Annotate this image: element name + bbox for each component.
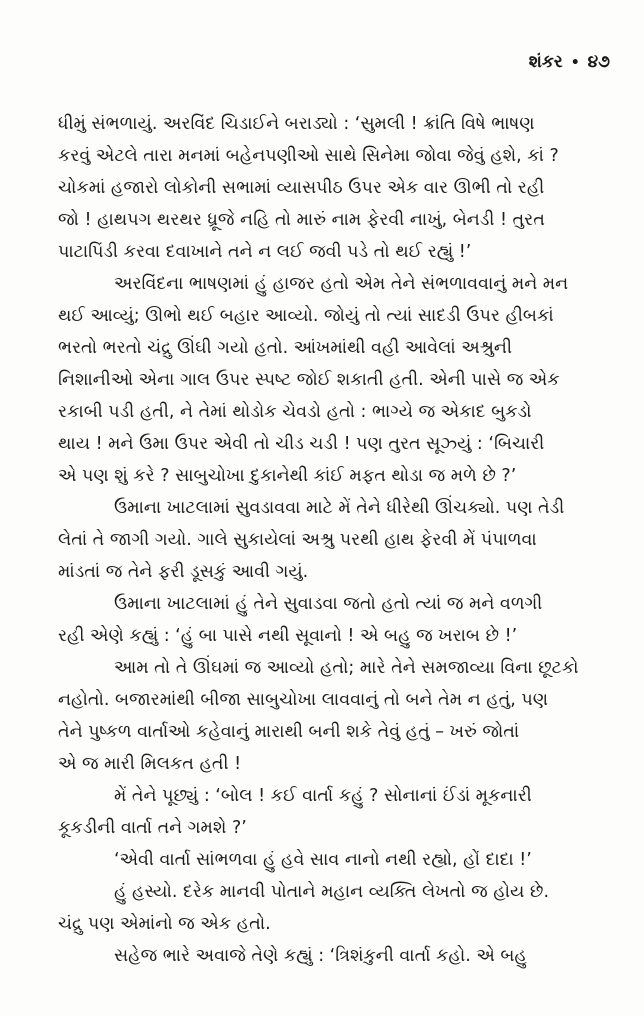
text-line: ‘એવી વાર્તા સાંભળવા હું હવે સાવ નાનો નથી રહ્યો, હોં દાદા !’ <box>114 850 532 870</box>
text-line: તેને પુષ્કળ વાર્તાઓ કહેવાનું મારાથી બની શકે તેવું હતું – ખરું જોતાં <box>58 722 520 742</box>
text-line: રકાબી પડી હતી, ને તેમાં થોડોક ચેવડો હતો : ભાગ્યે જ એકાદ બુકડો <box>58 402 532 422</box>
text-line: થઈ આવ્યું; ઊભો થઈ બહાર આવ્યો. જોયું તો ત્યાં સાદડી ઉપર હીબકાં <box>58 306 554 326</box>
text-line: એ જ મારી મિલકત હતી ! <box>58 754 242 774</box>
text-line: નિશાનીઓ એના ગાલ ઉપર સ્પષ્ટ જોઈ શકાતી હતી. એની પાસે જ એક <box>58 370 560 390</box>
text-line: ઉમાના ખાટલામાં હું તેને સુવાડવા જતો હતો ત્યાં જ મને વળગી <box>114 594 543 614</box>
text-line: એ પણ શું કરે ? સાબુચોખા દુકાનેથી કાંઈ મફત થોડા જ મળે છે ?’ <box>58 466 517 486</box>
page-number: ૪૭ <box>587 52 610 72</box>
text-line: ચોકમાં હજારો લોકોની સભામાં વ્યાસપીઠ ઉપર એક વાર ઊભી તો રહી <box>58 178 545 198</box>
text-line: પાટાપિંડી કરવા દવાખાને તને ન લઈ જવી પડે તો થઈ રહ્યું !’ <box>58 242 472 262</box>
text-line: હું હસ્યો. દરેક માનવી પોતાને મહાન વ્યક્તિ લેખતો જ હોય છે. <box>114 882 550 902</box>
text-line: રહી એણે કહ્યું : ‘હું બા પાસે નથી સૂવાનો ! એ બહુ જ ખરાબ છે !’ <box>58 626 518 646</box>
text-line: થાય ! મને ઉમા ઉપર એવી તો ચીડ ચડી ! પણ તુરત સૂઝ્યું : ‘બિચારી <box>58 434 545 454</box>
text-line: અરવિંદના ભાષણમાં હું હાજર હતો એમ તેને સંભળાવવાનું મને મન <box>114 274 569 294</box>
text-line: ભરતો ભરતો ચંદ્રુ ઊંઘી ગયો હતો. આંખમાંથી વહી આવેલાં અશ્રુની <box>58 338 512 358</box>
body-text <box>58 108 606 972</box>
chapter-title: શંકર <box>528 52 563 72</box>
text-line: આમ તો તે ઊંઘમાં જ આવ્યો હતો; મારે તેને સમજાવ્યા વિના છૂટકો <box>114 658 579 678</box>
text-line: ઉમાના ખાટલામાં સુવડાવવા માટે મેં તેને ધીરેથી ઊંચક્યો. પણ તેડી <box>114 498 565 518</box>
text-line: કૂકડીની વાર્તા તને ગમશે ?’ <box>58 818 247 838</box>
text-line: લેતાં તે જાગી ગયો. ગાલે સુકાયેલાં અશ્રુ પરથી હાથ ફેરવી મેં પંપાળવા <box>58 530 537 550</box>
text-line: ધીમું સંભળાયું. અરવિંદ ચિડાઈને બરાડ્યો : ‘સુમલી ! ક્રાંતિ વિષે ભાષણ <box>58 114 535 134</box>
text-line: ચંદ્રુ પણ એમાંનો જ એક હતો. <box>58 914 271 934</box>
text-line: નહોતો. બજારમાંથી બીજા સાબુચોખા લાવવાનું તો બને તેમ ન હતું, પણ <box>58 690 549 710</box>
text-line: કરવું એટલે તારા મનમાં બહેનપણીઓ સાથે સિનેમા જોવા જેવું હશે, કાં ? <box>58 146 559 166</box>
text-line: માંડતાં જ તેને ફરી ડૂસકું આવી ગયું. <box>58 562 309 582</box>
text-line: મેં તેને પૂછ્યું : ‘બોલ ! કઈ વાર્તા કહું ? સોનાનાં ઈંડાં મૂકનારી <box>114 786 532 806</box>
text-line: જો ! હાથપગ થરથર ધ્રૂજે નહિ તો મારું નામ ફેરવી નાખું, બેનડી ! તુરત <box>58 210 545 230</box>
running-header <box>529 52 610 72</box>
header-separator: • <box>570 55 580 71</box>
text-line: સહેજ ભારે અવાજે તેણે કહ્યું : ‘ત્રિશંકુની વાર્તા કહો. એ બહુ <box>114 946 527 966</box>
